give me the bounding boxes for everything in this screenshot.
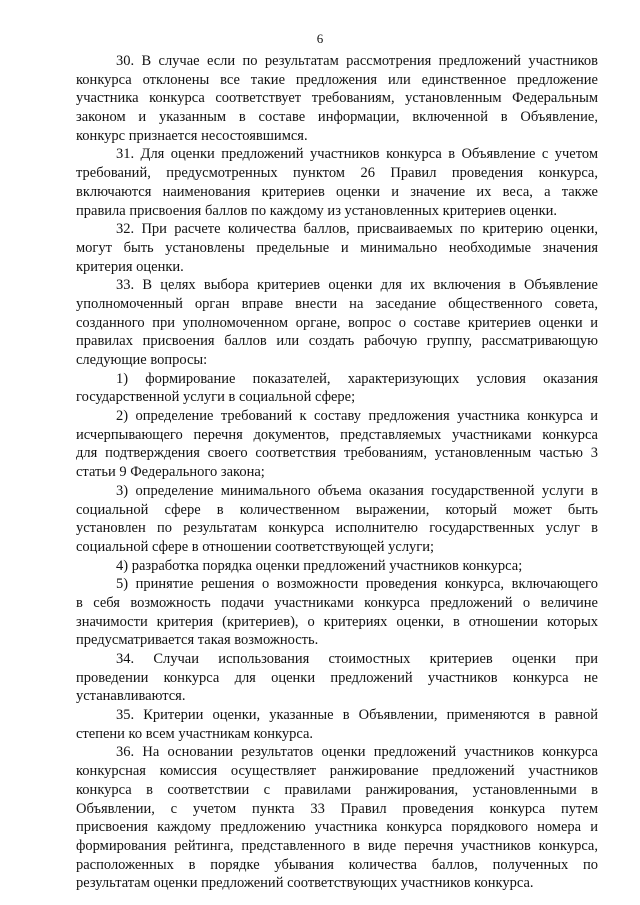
paragraph-line: конкурсная комиссия осуществляет ранжирование предложений участников <box>76 763 598 780</box>
paragraph-line: социальной сфере в отношении соответствующей услуги; <box>76 538 435 555</box>
paragraph-line: государственной услуги в социальной сфере; <box>76 389 356 406</box>
paragraph-line: значимости критерия (критериев), о критериях оценки, в отношении которых <box>76 613 598 630</box>
paragraph <box>76 557 598 576</box>
paragraph-line: 34. Случаи использования стоимостных критериев оценки при <box>116 651 598 667</box>
paragraph <box>76 145 598 220</box>
paragraph <box>76 743 598 893</box>
paragraph-line: 1) формирование показателей, характеризующих условия оказания <box>116 370 598 387</box>
paragraph-line: формирования рейтинга, представленного в виде перечня участников конкурса, <box>76 837 598 854</box>
paragraph-line: могут быть установлены предельные и минимально необходимые значения <box>76 239 598 256</box>
paragraph-line: статьи 9 Федерального закона; <box>76 464 265 481</box>
paragraph <box>76 52 598 145</box>
paragraph-line: присвоения каждому предложению участника конкурса порядкового номера и <box>76 819 598 836</box>
document-body <box>76 52 598 893</box>
paragraph-line: критерия оценки. <box>76 258 184 275</box>
paragraph-line: проведении конкурса для оценки предложений участников конкурса не <box>76 669 598 686</box>
paragraph-line: в себя возможность подачи участниками конкурса предложений о величине <box>76 594 598 611</box>
paragraph-line: 33. В целях выбора критериев оценки для их включения в Объявление <box>116 277 598 294</box>
paragraph-line: предусматривается такая возможность. <box>76 632 319 649</box>
paragraph-line: участника конкурса соответствует требованиям, установленным Федеральным <box>76 90 598 107</box>
paragraph-line: социальной сфере в количественном выражении, который может быть <box>76 501 598 518</box>
paragraph-line: включаются наименования критериев оценки и значение их веса, а также <box>76 183 598 200</box>
paragraph-line: 4) разработка порядка оценки предложений участников конкурса; <box>116 557 523 574</box>
paragraph-line: исчерпывающего перечня документов, представляемых участниками конкурса <box>76 426 598 443</box>
paragraph <box>76 482 598 557</box>
paragraph-line: установлен по результатам конкурса исполнителю государственных услуг в <box>76 520 598 537</box>
paragraph <box>76 650 598 706</box>
paragraph-line: 36. На основании результатов оценки предложений участников конкурса <box>116 744 598 761</box>
paragraph-line: расположенных в порядке убывания количества баллов, полученных по <box>76 856 598 873</box>
paragraph-line: законом и указанным в составе информации, включенной в Объявление, <box>76 109 598 126</box>
paragraph-line: созданного при уполномоченном органе, вопрос о составе критериев оценки и <box>76 314 598 331</box>
paragraph-line: 5) принятие решения о возможности проведения конкурса, включающего <box>116 576 598 593</box>
paragraph <box>76 220 598 276</box>
paragraph-line: Объявлении, с учетом пункта 33 Правил проведения конкурса путем <box>76 800 598 817</box>
paragraph <box>76 706 598 743</box>
paragraph-line: следующие вопросы: <box>76 352 208 368</box>
paragraph-line: конкурса в соответствии с правилами ранжирования, установленными в <box>76 781 598 798</box>
paragraph <box>76 276 598 369</box>
paragraph-line: 32. При расчете количества баллов, присваиваемых по критерию оценки, <box>116 221 598 238</box>
paragraph-line: результатам оценки предложений соответствующих участников конкурса. <box>76 875 534 892</box>
paragraph-line: 2) определение требований к составу предложения участника конкурса и <box>116 408 598 425</box>
paragraph-line: степени ко всем участникам конкурса. <box>76 725 314 742</box>
paragraph-line: для подтверждения своего соответствия требованиям, установленным частью 3 <box>76 445 598 462</box>
paragraph-line: 30. В случае если по результатам рассмотрения предложений участников <box>116 53 598 69</box>
paragraph <box>76 370 598 407</box>
paragraph-line: правила присвоения баллов по каждому из установленных критериев оценки. <box>76 202 558 219</box>
paragraph-line: конкурса отклонены все такие предложения или единственное предложение <box>76 71 598 88</box>
paragraph-line: правилах присвоения баллов или создать рабочую группу, рассматривающую <box>76 333 598 350</box>
paragraph-line: уполномоченный орган вправе внести на заседание общественного совета, <box>76 295 598 312</box>
page-number: 6 <box>316 31 324 46</box>
paragraph-line: 35. Критерии оценки, указанные в Объявлении, применяются в равной <box>116 707 598 724</box>
paragraph-line: устанавливаются. <box>76 688 186 705</box>
paragraph <box>76 407 598 482</box>
paragraph-line: 3) определение минимального объема оказания государственной услуги в <box>116 482 598 499</box>
paragraph <box>76 575 598 650</box>
paragraph-line: требований, предусмотренных пунктом 26 Правил проведения конкурса, <box>76 165 598 182</box>
paragraph-line: 31. Для оценки предложений участников конкурса в Объявление с учетом <box>116 146 598 163</box>
paragraph-line: конкурс признается несостоявшимся. <box>76 127 308 144</box>
